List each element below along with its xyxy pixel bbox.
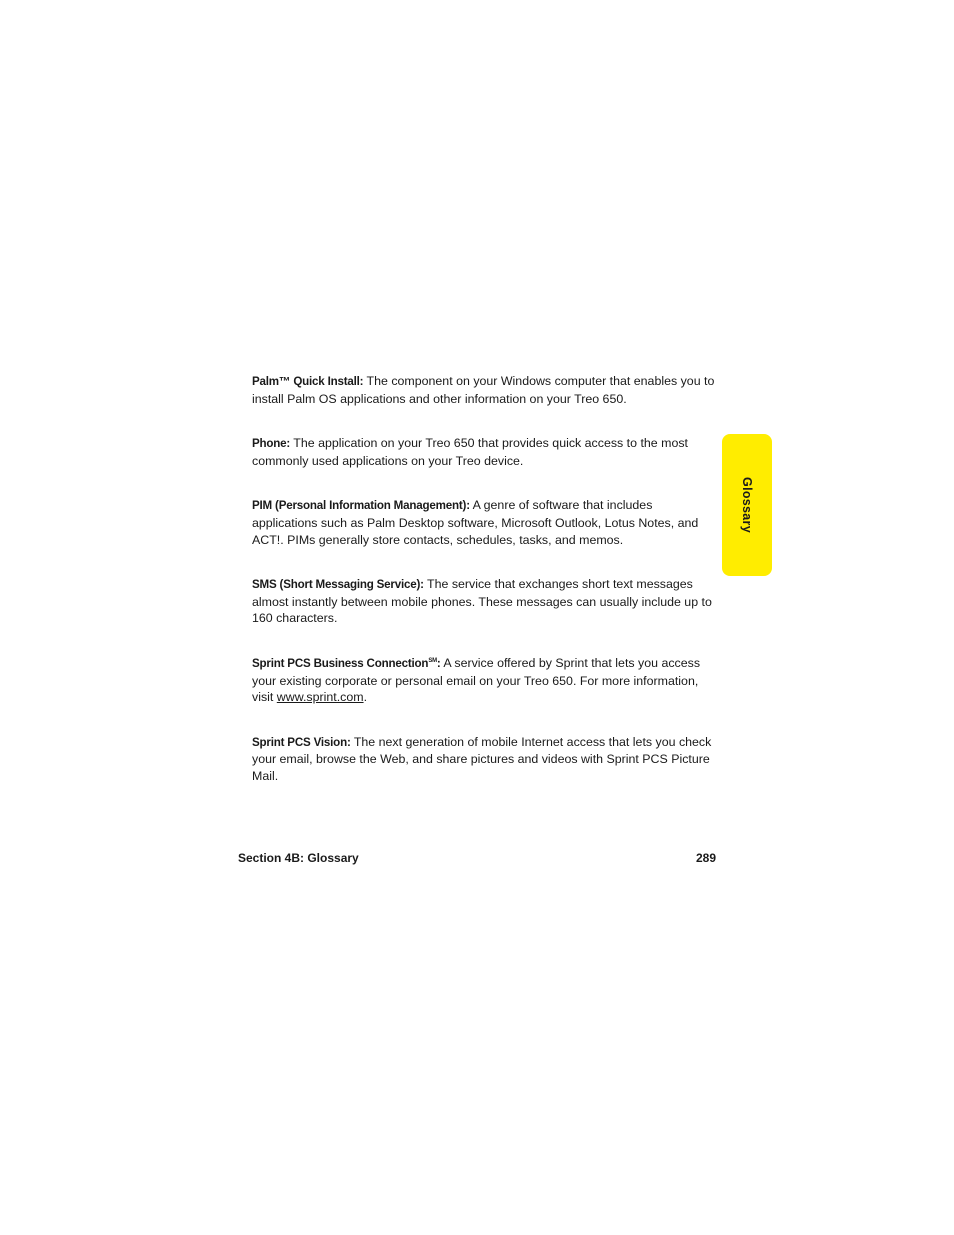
service-mark: SM [428,658,437,665]
glossary-entry-palm-quick-install [252,373,718,407]
glossary-entry-business-connection [252,655,718,706]
glossary-entry-pcs-vision [252,734,718,785]
page-footer [238,851,716,865]
glossary-entry-pim [252,497,718,548]
footer-section-title: Section 4B: Glossary [238,851,359,865]
glossary-entries [252,373,718,785]
glossary-term: Sprint PCS Vision: [252,735,351,749]
page-number: 289 [695,851,716,865]
section-tab-label: Glossary [740,477,754,533]
glossary-definition: The component on your Windows computer that enables you to install Palm OS applications and other information on your Treo 650. [252,374,715,406]
glossary-definition: The next generation of mobile Internet access that lets you check your email, browse the Web, and share pictures and videos with Sprint PCS Picture Mail. [252,734,712,783]
glossary-entry-sms [252,576,718,627]
glossary-term [252,657,441,670]
glossary-term-colon: : [436,656,441,670]
glossary-term: SMS (Short Messaging Service): [252,578,424,592]
sprint-website-link[interactable]: www.sprint.com [276,690,364,705]
glossary-entry-phone [252,435,718,469]
section-tab [722,434,772,576]
glossary-definition: A service offered by Sprint that lets you access your existing corporate or personal email on your Treo 650. For more information, visit [252,655,701,705]
glossary-term: Phone: [252,437,291,451]
glossary-term: Palm™ Quick Install: [252,375,364,388]
glossary-term: PIM (Personal Information Management): [252,499,470,513]
glossary-definition: The service that exchanges short text messages almost instantly between mobile phones. These messages can usually include up to 160 characters. [252,577,712,626]
glossary-definition-end: . [363,690,368,705]
glossary-definition: A genre of software that includes applications such as Palm Desktop software, Microsoft Outlook, Lotus Notes, and ACT!. PIMs generally store contacts, schedules, tasks, and memos. [252,498,699,547]
glossary-term-text: Sprint PCS Business Connection [252,656,429,670]
glossary-definition: The application on your Treo 650 that provides quick access to the most commonly used applications on your Treo device. [252,436,688,468]
